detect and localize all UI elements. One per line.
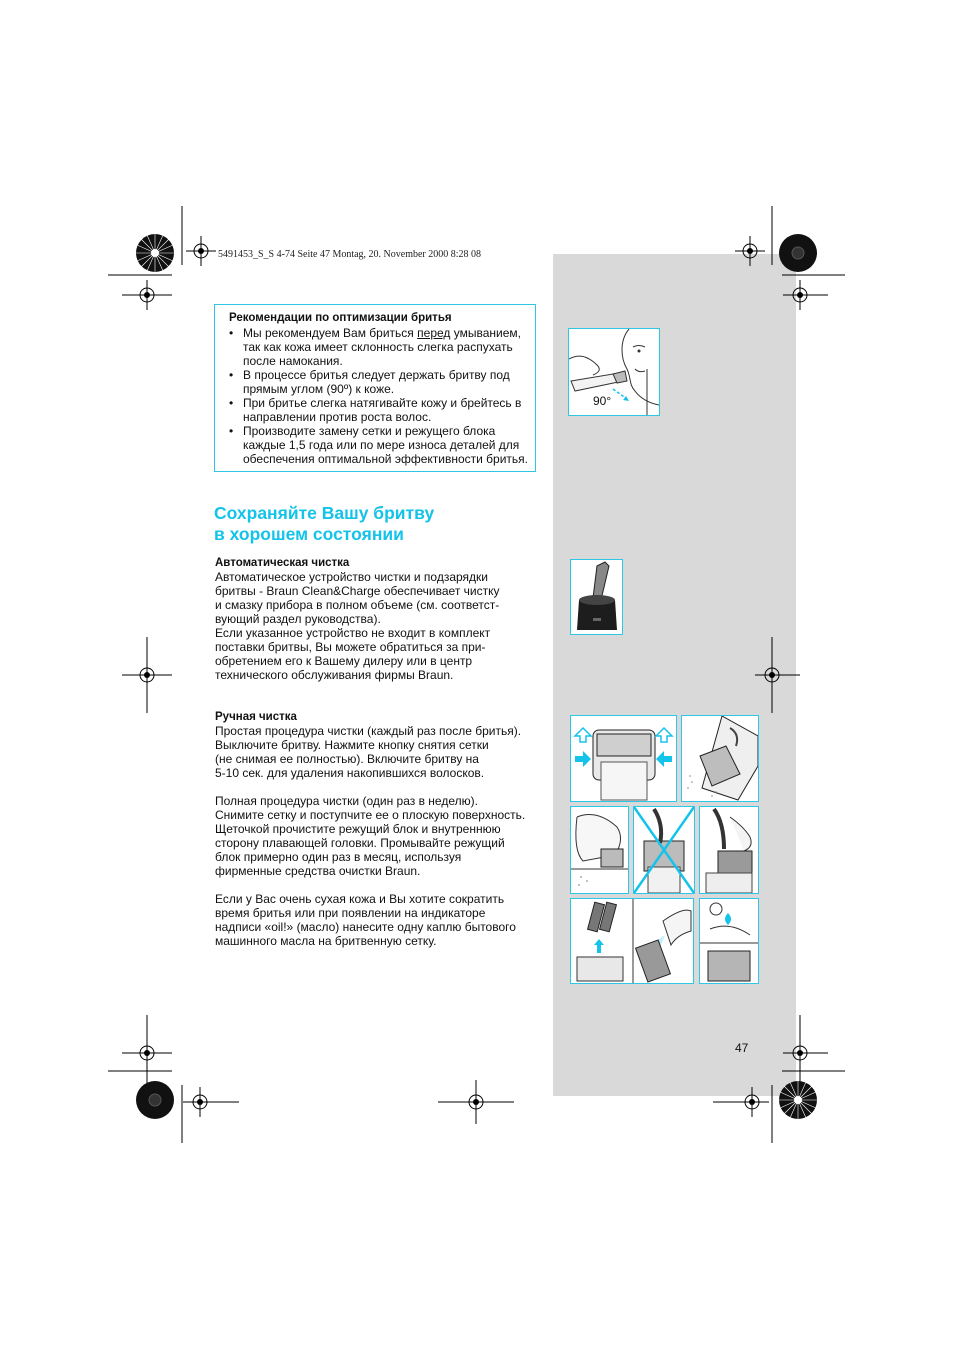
crossed-out-icon — [634, 807, 694, 893]
underlined-word: перед — [417, 326, 451, 340]
foil-release-icon — [571, 716, 676, 801]
oil-drop-icon — [700, 899, 758, 983]
list-item: • Производите замену сетки и режущего блока каждые 1,5 года или по мере износа деталей для обеспечения оптимальной эффективности бритья. — [229, 424, 529, 466]
release-foil-illustration — [570, 715, 677, 802]
starburst-mark-icon — [135, 233, 175, 273]
list-item: • При бритье слегка натягивайте кожу и брейтесь в направлении против роста волос. — [229, 396, 529, 424]
print-header: 5491453_S_S 4-74 Seite 47 Montag, 20. November 2000 8:28 08 — [218, 249, 482, 260]
registration-target-icon — [438, 1080, 514, 1124]
starburst-mark-icon — [135, 1080, 175, 1120]
starburst-mark-icon — [778, 1080, 818, 1120]
registration-target-icon — [783, 280, 833, 310]
registration-target-icon — [755, 637, 805, 713]
registration-target-icon — [122, 637, 172, 713]
manual-cleaning-section — [215, 710, 545, 948]
tap-foil-illustration — [570, 806, 629, 894]
auto-cleaning-section — [215, 556, 545, 682]
rinse-cutter-block-illustration — [570, 898, 694, 984]
shaver-icon — [682, 716, 758, 801]
shaving-tips-box — [214, 304, 536, 472]
clean-charge-station-illustration — [570, 559, 623, 635]
face-shaver-icon — [569, 329, 659, 415]
tips-list — [229, 326, 529, 466]
brush-icon — [700, 807, 758, 893]
manual-cleaning-para-full: Полная процедура чистки (один раз в неделю). Снимите сетку и поступчите ее о плоскую поверхность. Щеточкой прочистите режущий блок и внутреннюю сторону плавающей головки. Промывайте режущий блок примерно один раз в месяц, используя фирменные средства очистки Braun. — [215, 794, 526, 878]
registration-target-icon — [186, 236, 216, 266]
registration-target-icon — [713, 1087, 769, 1117]
tips-heading: Рекомендации по оптимизации бритья — [229, 312, 452, 324]
do-not-brush-foil-illustration — [633, 806, 695, 894]
section-title: Сохраняйте Вашу бритву в хорошем состоянии — [214, 503, 435, 544]
shaving-angle-illustration — [568, 328, 660, 416]
hand-tap-icon — [571, 807, 628, 893]
manual-cleaning-heading: Ручная чистка — [215, 711, 297, 723]
auto-cleaning-text: Автоматическое устройство чистки и подзарядки бритвы - Braun Clean&Charge обеспечивает чистку и смазку прибора в полном объеме (см. соответст- вующий раздел руководства). Если указанное устройство не входит в комплект поставки бритвы, Вы можете обратиться за при- обретением его к Вашему дилеру или в центр технического обслуживания фирмы Braun. — [215, 570, 500, 682]
brush-cutter-block-illustration — [699, 806, 759, 894]
auto-cleaning-heading: Автоматическая чистка — [215, 557, 350, 569]
angle-label: 90° — [593, 394, 612, 408]
cleaning-station-icon — [571, 560, 622, 634]
cleaning-spray-icon — [571, 899, 693, 983]
registration-target-icon — [183, 1087, 239, 1117]
registration-target-icon — [735, 236, 765, 266]
registration-target-icon — [122, 1015, 172, 1085]
registration-target-icon — [122, 280, 172, 310]
starburst-mark-icon — [778, 233, 818, 273]
manual-cleaning-para-oil: Если у Вас очень сухая кожа и Вы хотите сократить время бритья или при появлении на индикаторе надписи «oil!» (масло) нанесите одну каплю бытового машинного масла на бритвенную сетку. — [215, 892, 516, 948]
page-number: 47 — [735, 1041, 749, 1055]
manual-cleaning-para-quick: Простая процедура чистки (каждый раз после бритья). Выключите бритву. Нажмите кнопку снятия сетки (не снимая ее полностью). Включите бритву на 5-10 сек. для удаления накопившихся волосков. — [215, 724, 522, 780]
list-item: • В процессе бритья следует держать бритву под прямым углом (90º) к коже. — [229, 368, 529, 396]
shaver-switch-on-illustration — [681, 715, 759, 802]
registration-target-icon — [783, 1015, 833, 1085]
list-item: • Мы рекомендуем Вам бриться перед умыванием, так как кожа имеет склонность слегка распухать после намокания. — [229, 326, 529, 368]
oil-foil-illustration — [699, 898, 759, 984]
